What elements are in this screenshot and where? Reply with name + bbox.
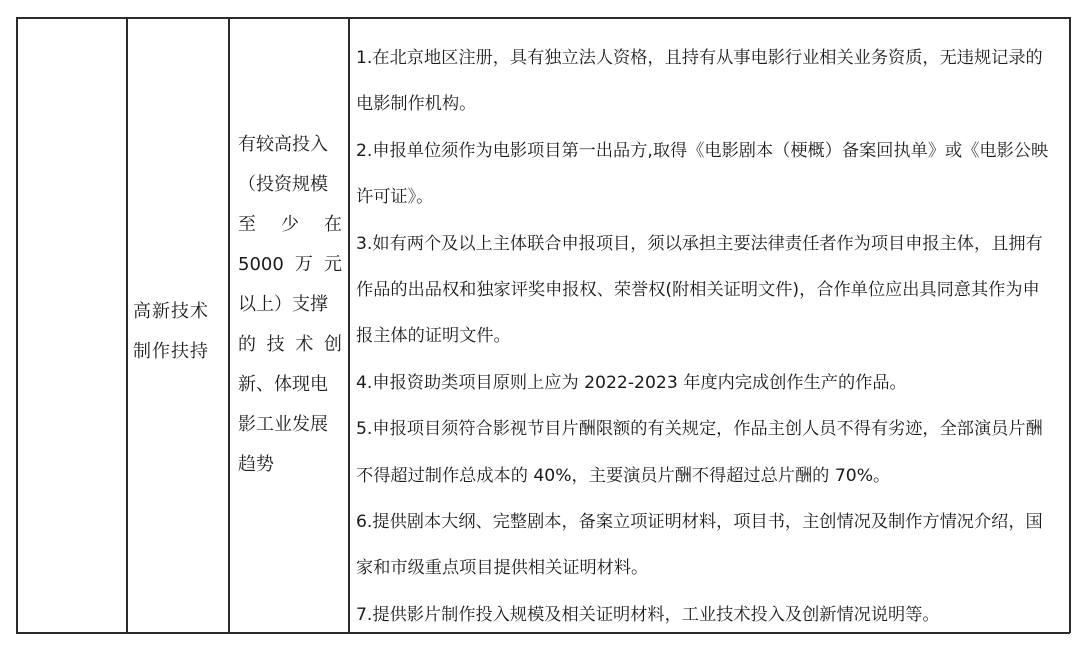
table-border-left — [16, 17, 18, 633]
scope-word: 万 — [294, 254, 313, 275]
scope-line: 有较高投入 — [238, 134, 328, 155]
category-line: 高新技术 — [133, 301, 209, 322]
requirement-item: 2.申报单位须作为电影项目第一出品方,取得《电影剧本（梗概）备案回执单》或《电影公映许可证》。 — [356, 140, 1049, 208]
scope-word: 元 — [324, 254, 342, 275]
scope-line: 影工业发展 — [238, 414, 328, 435]
scope-line: 以上）支撑 — [238, 294, 328, 315]
table-border-right — [1069, 17, 1071, 633]
requirement-item: 6.提供剧本大纲、完整剧本，备案立项证明材料，项目书，主创情况及制作方情况介绍，国家和市级重点项目提供相关证明材料。 — [356, 512, 1043, 579]
table-border-col3 — [348, 17, 350, 633]
scope-word: 5000 — [238, 254, 284, 275]
table-border-col1 — [126, 17, 128, 633]
scope-word: 在 — [324, 214, 342, 235]
scope-line: 新、体现电 — [238, 374, 328, 395]
scope-line — [238, 325, 342, 365]
category-cell — [133, 292, 227, 372]
scope-word: 的 — [238, 334, 256, 355]
scope-word: 术 — [295, 334, 314, 355]
scope-word: 少 — [281, 214, 299, 235]
category-line: 制作扶持 — [133, 341, 209, 362]
requirement-item: 4.申报资助类项目原则上应为 2022-2023 年度内完成创作生产的作品。 — [356, 372, 907, 393]
scope-word: 创 — [323, 334, 342, 355]
table-border-col2 — [228, 17, 230, 633]
requirement-item: 7.提供影片制作投入规模及相关证明材料，工业技术投入及创新情况说明等。 — [356, 604, 940, 625]
scope-line — [238, 245, 342, 285]
scope-line — [238, 205, 342, 245]
scope-word: 技 — [266, 334, 285, 355]
scope-cell — [238, 125, 342, 485]
table-border-top — [16, 17, 1070, 19]
requirements-cell — [356, 35, 1056, 638]
scope-line: 趋势 — [238, 454, 274, 475]
requirement-item: 3.如有两个及以上主体联合申报项目，须以承担主要法律责任者作为项目申报主体，且拥有作品的出品权和独家评奖申报权、荣誉权(附相关证明文件)，合作单位应出具同意其作为申报主体的证明文件。 — [356, 233, 1043, 347]
scope-line: （投资规模 — [238, 174, 328, 195]
requirement-item: 1.在北京地区注册，具有独立法人资格，且持有从事电影行业相关业务资质，无违规记录的电影制作机构。 — [356, 48, 1043, 115]
scope-word: 至 — [238, 214, 256, 235]
requirement-item: 5.申报项目须符合影视节目片酬限额的有关规定，作品主创人员不得有劣迹，全部演员片酬不得超过制作总成本的 40%，主要演员片酬不得超过总片酬的 70%。 — [356, 419, 1043, 486]
